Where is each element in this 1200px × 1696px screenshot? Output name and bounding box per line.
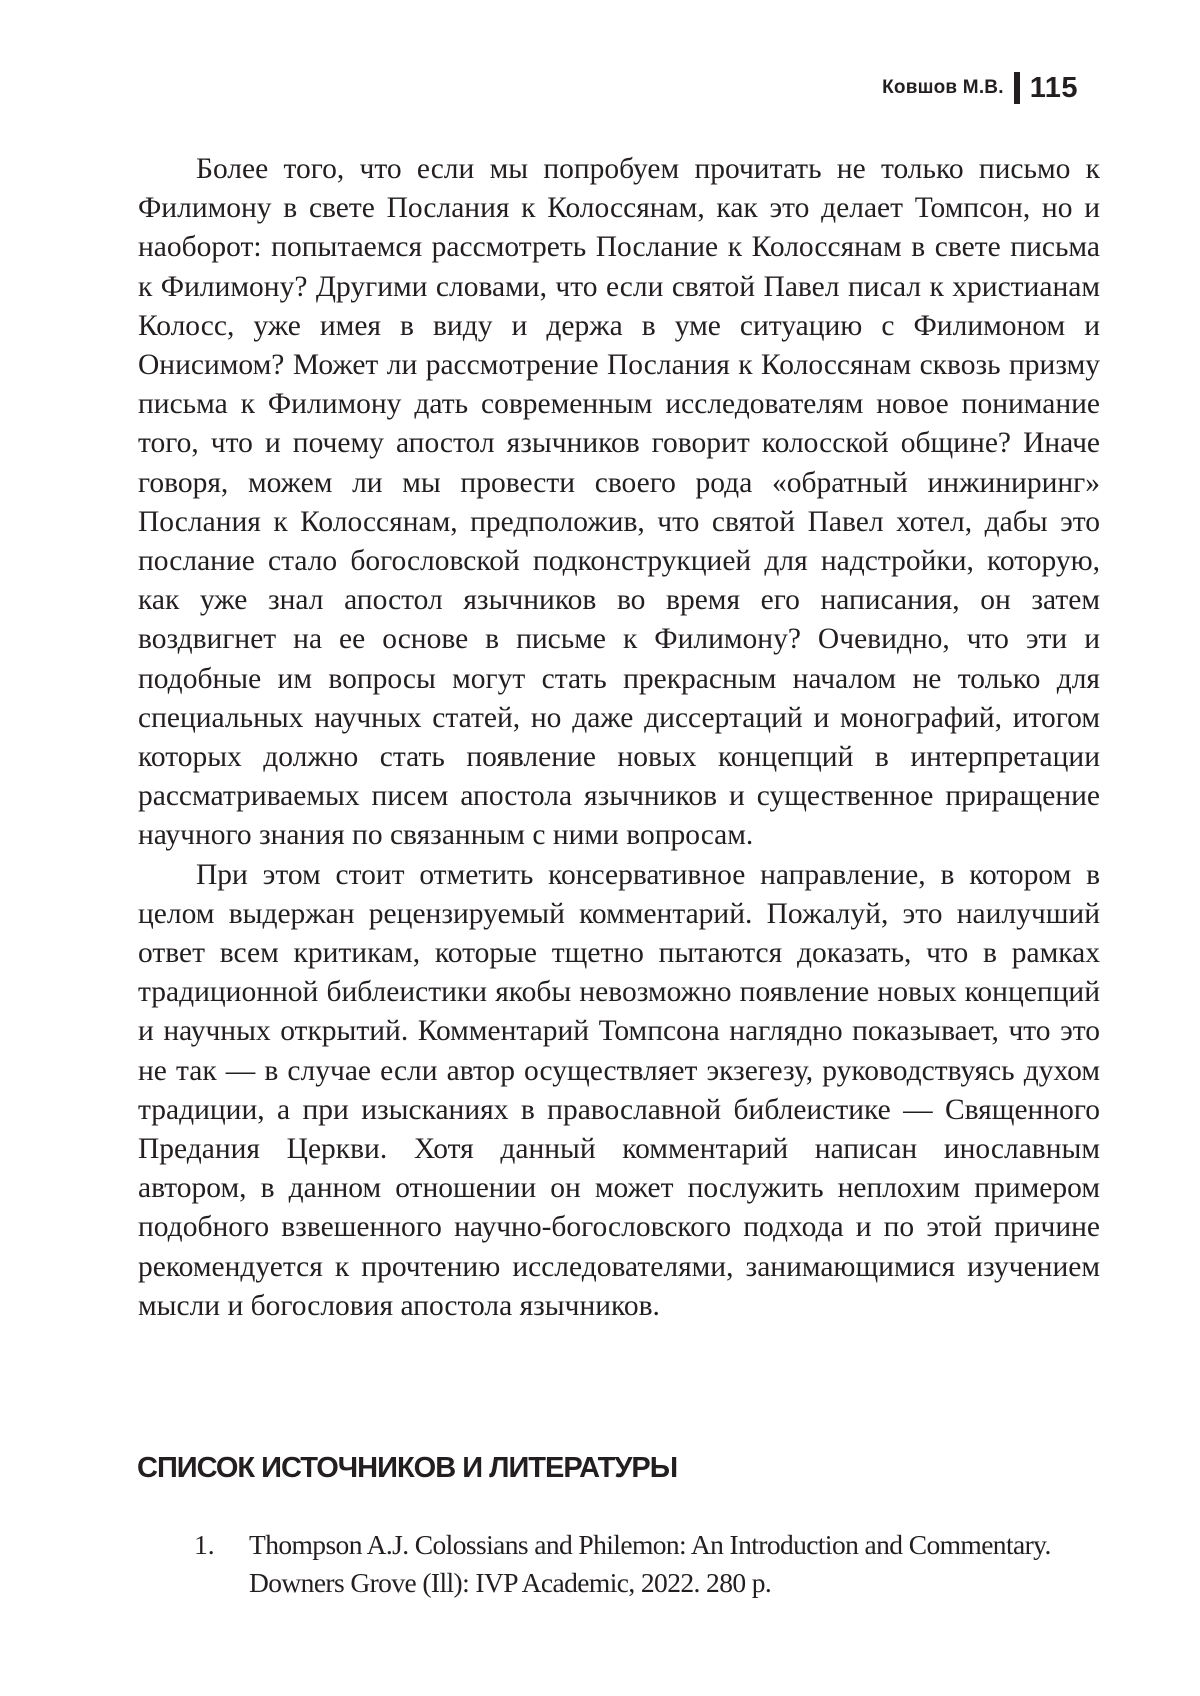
running-header [882, 68, 1078, 108]
reference-number: 1. [194, 1529, 215, 1560]
reference-item [137, 1526, 1100, 1602]
running-header-author: Ковшов М.В. [882, 77, 1004, 98]
paragraph: При этом стоит отметить консервативное направление, в котором в целом выдержан рецензируемый комментарий. Пожалуй, это наилучший ответ всем критикам, которые тщетно пытаются доказать, что в рамках традиционной библеистики якобы невозможно появление новых концепций и научных открытий. Комментарий Томпсона наглядно показывает, что это не так — в случае если автор осуществляет экзегезу, руководствуясь духом традиции, а при изысканиях в православной библеистике — Священного Предания Церкви. Хотя данный комментарий написан инославным автором, в данном отношении он может послужить неплохим примером подобного взвешенного научно-богословского подхода и по этой причине рекомендуется к прочтению исследователями, занимающимися изучением мысли и богословия апостола язычников. [138, 858, 1100, 1322]
paragraph: Более того, что если мы попробуем прочитать не только письмо к Филимону в свете Послания к Колоссянам, как это делает Томпсон, но и наоборот: попытаемся рассмотреть Послание к Колоссянам в свете письма к Филимону? Другими словами, что если святой Павел писал к христианам Колосс, уже имея в виду и держа в уме ситуацию с Филимоном и Онисимом? Может ли рассмотрение Послания к Колоссянам сквозь призму письма к Филимону дать современным исследователям новое понимание того, что и почему апостол язычников говорит колосской общине? Иначе говоря, можем ли мы провести своего рода «обратный инжиниринг» Послания к Колоссянам, предположив, что святой Павел хотел, дабы это послание стало богословской подконструкцией для надстройки, которую, как уже знал апостол язычников во время его написания, он затем воздвигнет на ее основе в письме к Филимону? Очевидно, что эти и подобные им вопросы могут стать прекрасным началом не только для специальных научных статей, но даже диссертаций и монографий, итогом которых должно стать появление новых концепций в интерпретации рассматриваемых писем апостола язычников и существенное приращение научного знания по связанным с ними вопросам. [138, 153, 1100, 852]
page-number: 115 [1029, 71, 1078, 104]
body-text [138, 150, 1100, 1326]
reference-text: Thompson A.J. Colossians and Philemon: An Introduction and Commentary. Downers Grove (Ill): IVP Academic, 2022. 280 p. [249, 1529, 1051, 1598]
references-list [137, 1526, 1100, 1602]
references-heading: СПИСОК ИСТОЧНИКОВ И ЛИТЕРАТУРЫ [137, 1452, 678, 1484]
header-divider [1014, 72, 1020, 104]
